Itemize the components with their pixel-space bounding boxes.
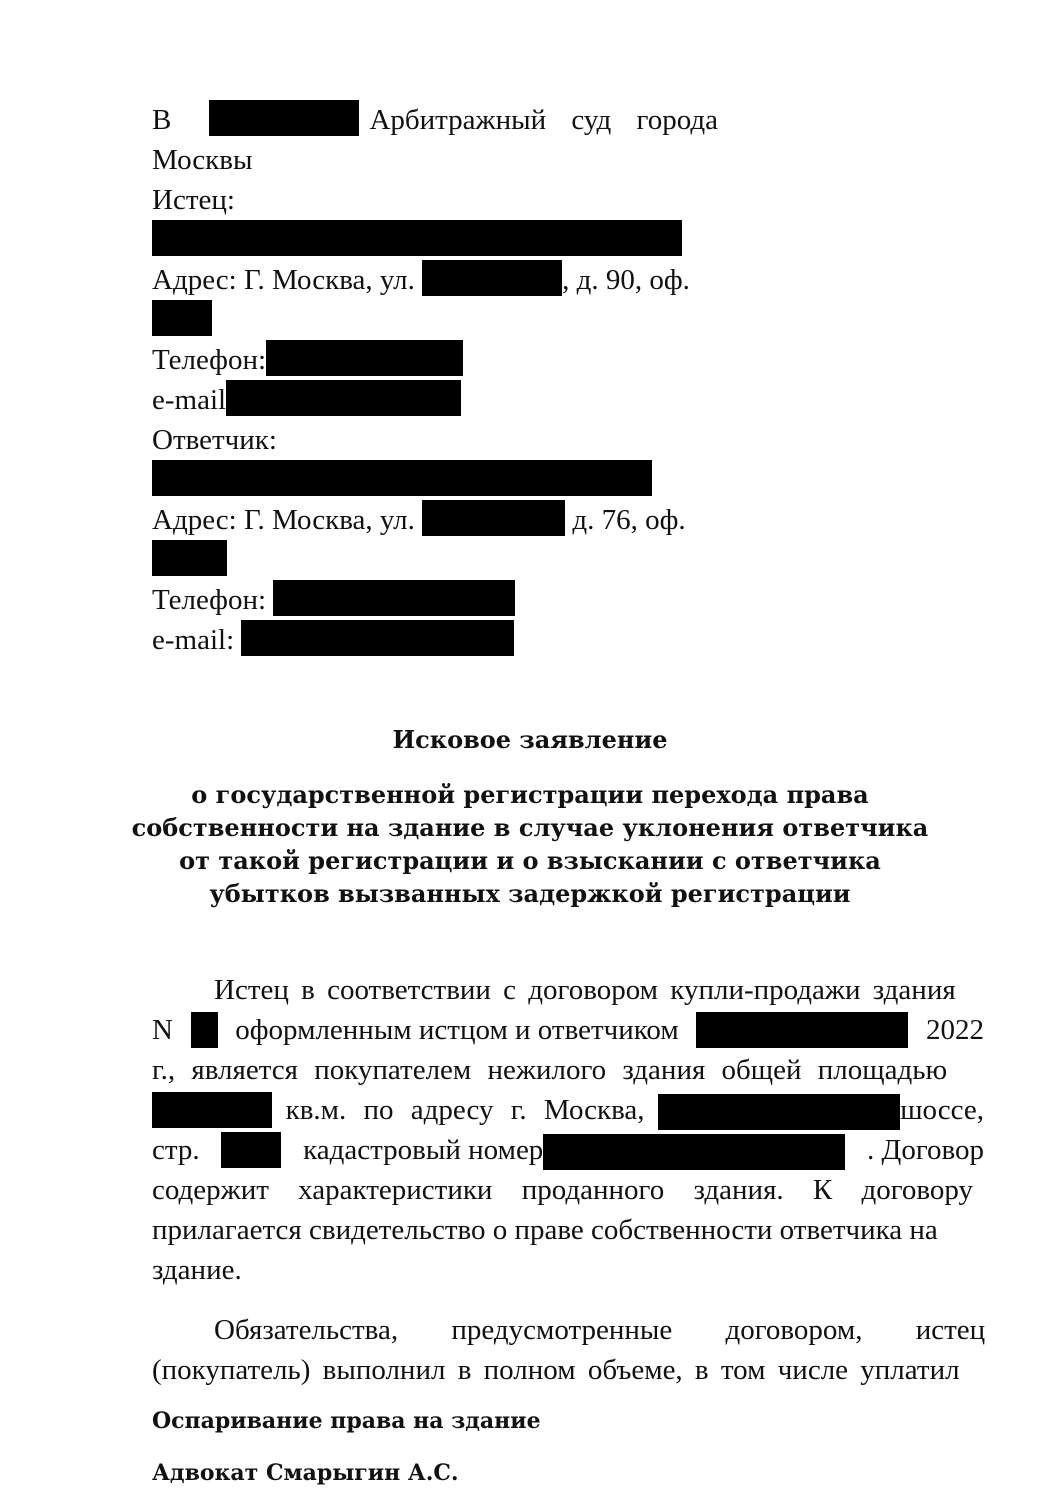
- redaction-block: [209, 100, 359, 136]
- document-subtitle-3: от такой регистрации и о взыскании с ответчика: [179, 846, 881, 875]
- court-line: [152, 100, 718, 140]
- paragraph-1-line-6: содержит характеристики проданного здания. К договору: [152, 1174, 974, 1206]
- redaction-block: [422, 500, 565, 536]
- plaintiff-address-house: , д. 90, оф.: [562, 264, 690, 296]
- plaintiff-name-line: [152, 220, 682, 260]
- document-subtitle-1: о государственной регистрации перехода права: [191, 780, 869, 809]
- redaction-block: [266, 340, 463, 376]
- redaction-block: [226, 380, 461, 416]
- paragraph-2-line-2: (покупатель) выполнил в полном объеме, в том числе уплатил: [152, 1354, 960, 1386]
- redaction-block: [152, 220, 682, 256]
- paragraph-1-line-4: кв.м. по адресу г. Москва, шоссе,: [152, 1090, 984, 1130]
- document-subtitle-4: убытков вызванных задержкой регистрации: [209, 879, 851, 908]
- defendant-email-label: e-mail:: [152, 624, 235, 656]
- paragraph-1-line-8: здание.: [152, 1254, 242, 1286]
- plaintiff-phone-label: Телефон:: [152, 344, 267, 376]
- plaintiff-phone: [152, 340, 463, 380]
- paragraph-2-line-1: Обязательства, предусмотренные договором, истец: [214, 1314, 986, 1346]
- paragraph-1-line-1: Истец в соответствии с договором купли-продажи здания: [214, 974, 956, 1006]
- redaction-block: [543, 1134, 845, 1170]
- plaintiff-label: Истец:: [152, 184, 235, 216]
- defendant-name-line: [152, 460, 652, 500]
- defendant-address: [152, 500, 686, 540]
- court-name: Арбитражный суд города: [369, 104, 718, 136]
- redaction-block: [658, 1094, 900, 1130]
- paragraph-1-line-3: г., является покупателем нежилого здания общей площадью: [152, 1054, 948, 1086]
- redaction-block: [241, 620, 514, 656]
- court-city: Москвы: [152, 144, 253, 176]
- defendant-email: [152, 620, 514, 660]
- defendant-address-street: Адрес: Г. Москва, ул.: [152, 504, 415, 536]
- plaintiff-address-street: Адрес: Г. Москва, ул.: [152, 264, 415, 296]
- paragraph-1-line-7: прилагается свидетельство о праве собственности ответчика на: [152, 1214, 938, 1246]
- plaintiff-address: [152, 260, 690, 300]
- court-prefix: В: [152, 104, 172, 136]
- plaintiff-email-label: e-mail: [152, 384, 227, 416]
- footer-topic: Оспаривание права на здание: [152, 1408, 541, 1434]
- defendant-phone: [152, 580, 515, 620]
- redaction-block: [696, 1012, 908, 1048]
- redaction-block: [152, 540, 227, 576]
- paragraph-1-line-5: стр. кадастровый номер . Договор: [152, 1130, 984, 1170]
- paragraph-1-line-2: N оформленным истцом и ответчиком 2022: [152, 1014, 984, 1046]
- redaction-block: [221, 1132, 281, 1168]
- redaction-block: [152, 460, 652, 496]
- plaintiff-office-line: [152, 300, 212, 340]
- defendant-label: Ответчик:: [152, 424, 277, 456]
- defendant-office-line: [152, 540, 227, 580]
- redaction-block: [422, 260, 562, 296]
- defendant-phone-label: Телефон:: [152, 584, 267, 616]
- defendant-address-house: д. 76, оф.: [572, 504, 686, 536]
- redaction-block: [152, 300, 212, 336]
- document-subtitle-2: собственности на здание в случае уклонения ответчика: [131, 813, 929, 842]
- redaction-block: [273, 580, 515, 616]
- footer-author: Адвокат Смарыгин А.С.: [152, 1460, 459, 1486]
- redaction-block: [152, 1092, 272, 1128]
- plaintiff-email: [152, 380, 461, 420]
- document-title: Исковое заявление: [392, 725, 668, 754]
- redaction-block: [191, 1012, 218, 1048]
